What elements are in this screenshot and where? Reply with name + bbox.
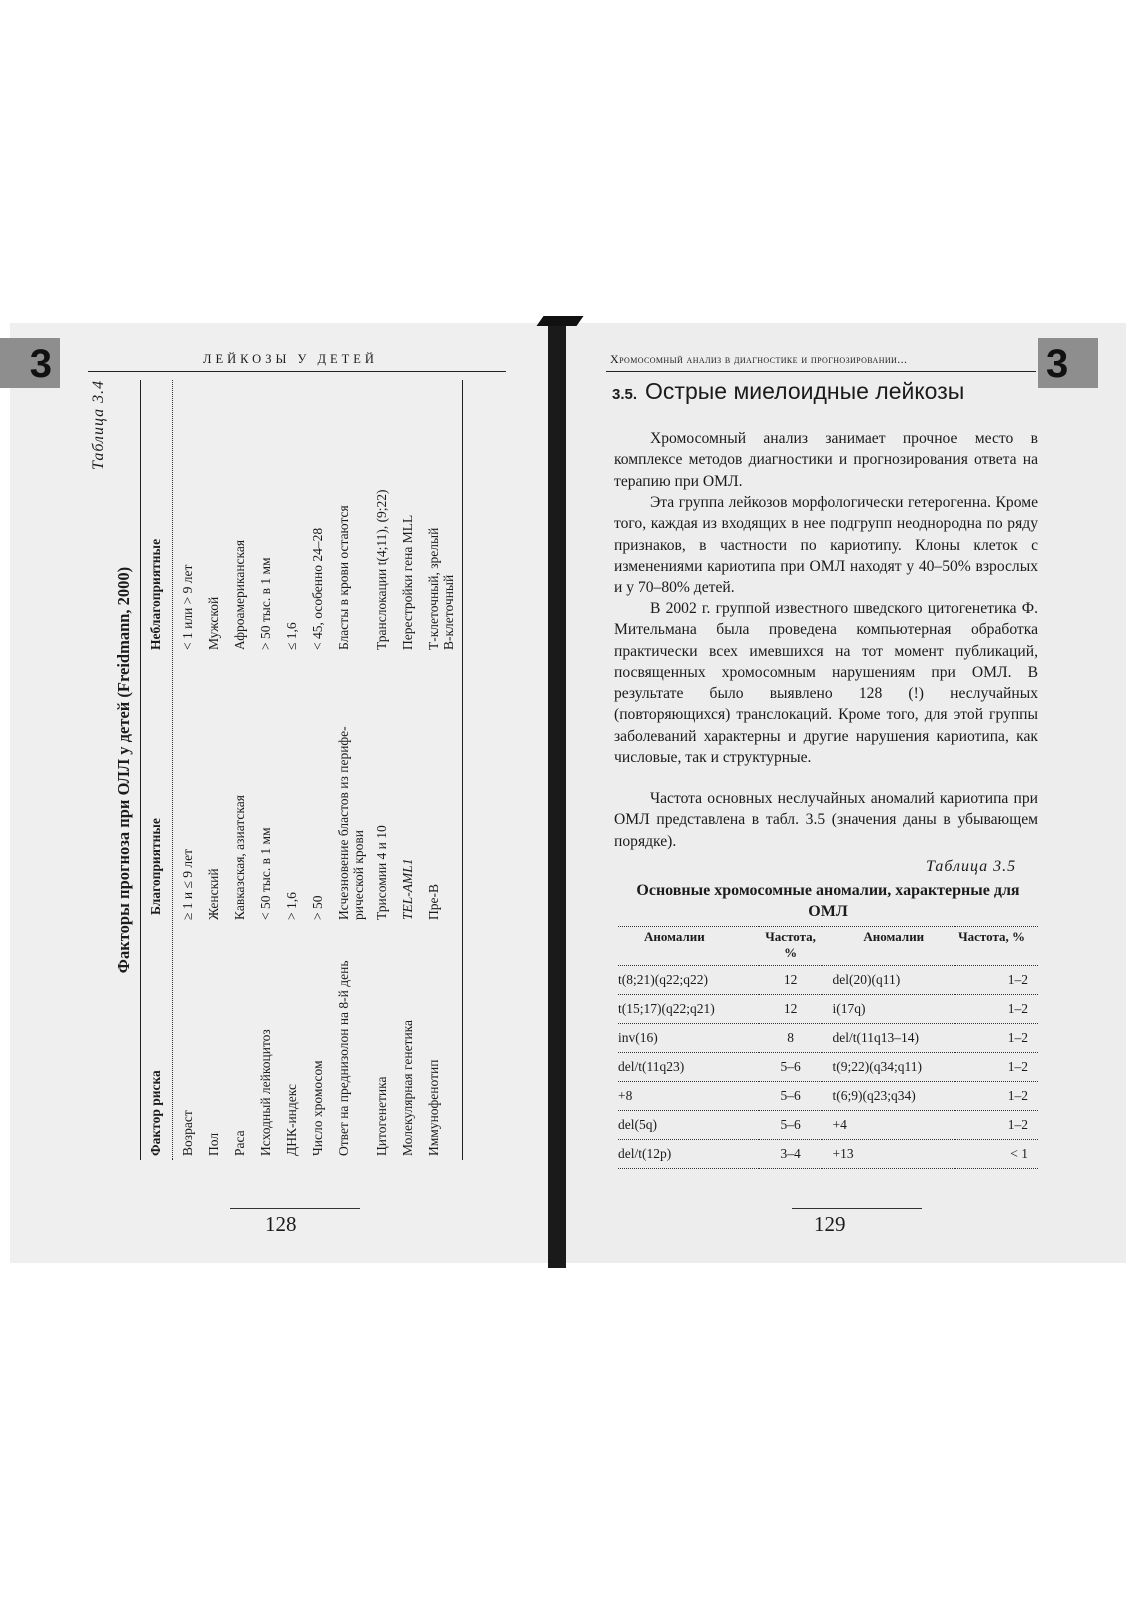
- cell-frequency-2: 1–2: [955, 1111, 1038, 1140]
- table-row: [618, 1111, 1038, 1140]
- table-cell-factor: Возраст: [180, 1110, 195, 1156]
- table-caption: Таблица 3.4: [90, 379, 107, 470]
- table-cell-unfavorable: Перестройки гена MLL: [400, 514, 415, 650]
- table-row: [618, 1053, 1038, 1082]
- paragraph-4: Частота основных неслучайных аномалий кариотипа при ОМЛ представлена в табл. 3.5 (значения даны в убывающем порядке).: [614, 790, 1038, 850]
- table-3-4: [90, 380, 510, 1160]
- table-cell-unfavorable: Афроамериканская: [232, 539, 247, 650]
- cell-frequency-2: < 1: [955, 1140, 1038, 1169]
- table-cell-unfavorable: Бласты в крови остаются: [336, 505, 351, 650]
- cell-anomaly-1: del(5q): [618, 1111, 759, 1140]
- section-title: [612, 378, 964, 405]
- table-cell-unfavorable: > 50 тыс. в 1 мм: [258, 557, 273, 650]
- chapter-tab-right: 3: [1038, 338, 1098, 388]
- table-cell-unfavorable: Т-клеточный, зрелый В-клеточный: [426, 527, 456, 650]
- cell-frequency-2: 1–2: [955, 1024, 1038, 1053]
- cell-frequency-1: 5–6: [759, 1111, 823, 1140]
- running-head-right: Хромосомный анализ в диагностике и прогнозировании...: [610, 352, 908, 366]
- book-spine: [548, 316, 566, 1268]
- cell-frequency-1: 3–4: [759, 1140, 823, 1169]
- cell-frequency-1: 12: [759, 966, 823, 995]
- table-cell-favorable: Пре-В: [426, 884, 441, 920]
- paragraph-3: В 2002 г. группой известного шведского цитогенетика Ф. Мительмана была проведена компьютерная обработка практически всех имевшихся на тот момент публикаций, посвященных хромосомным нарушениям при ОМЛ. В результате было выявлено 128 (!) неслучайных (повторяющихся) транслокаций. Кроме того, для этой группы заболеваний характерны и другие нарушения кариотипа, как числовые, так и структурные.: [614, 600, 1038, 767]
- cell-anomaly-2: +4: [822, 1111, 955, 1140]
- table-cell-unfavorable: Транслокации t(4;11), (9;22): [374, 489, 389, 650]
- cell-frequency-1: 5–6: [759, 1082, 823, 1111]
- col-frequency-1: Частота, %: [759, 927, 823, 966]
- cell-frequency-2: 1–2: [955, 1053, 1038, 1082]
- table-cell-factor: ДНК-индекс: [284, 1084, 299, 1156]
- table-row: [618, 966, 1038, 995]
- footer-rule-right: [792, 1208, 922, 1209]
- cell-anomaly-2: del(20)(q11): [822, 966, 955, 995]
- table-cell-factor: Ответ на преднизолон на 8-й день: [336, 960, 351, 1156]
- cell-frequency-2: 1–2: [955, 966, 1038, 995]
- running-head-left: ЛЕЙКОЗЫ У ДЕТЕЙ: [203, 352, 378, 366]
- table-cell-factor: Молекулярная генетика: [400, 1019, 415, 1156]
- header-favorable: Благоприятные: [148, 818, 163, 915]
- cell-anomaly-2: i(17q): [822, 995, 955, 1024]
- table-cell-favorable: < 50 тыс. в 1 мм: [258, 827, 273, 920]
- table-cell-favorable: > 1,6: [284, 892, 299, 920]
- table-cell-factor: Иммунофенотип: [426, 1059, 441, 1156]
- table-cell-factor: Число хромосом: [310, 1060, 325, 1156]
- table-cell-factor: Исходный лейкоцитоз: [258, 1029, 273, 1156]
- col-frequency-2: Частота, %: [955, 927, 1038, 966]
- header-unfavorable: Неблагоприятные: [148, 538, 163, 650]
- paragraph-2: Эта группа лейкозов морфологически гетерогенна. Кроме того, каждая из входящих в нее подгрупп неоднородна по ряду признаков, в частности по кариотипу. Клоны клеток с изменениями кариотипа при ОМЛ находят у 40–50% взрослых и у 70–80% детей.: [614, 494, 1038, 597]
- table-3-5: [618, 926, 1038, 1169]
- table-cell-favorable: Кавказская, азиатская: [232, 795, 247, 920]
- table-header-rule: [172, 380, 173, 1160]
- col-anomaly-1: Аномалии: [618, 927, 759, 966]
- footer-rule-left: [230, 1208, 360, 1209]
- table-cell-favorable: Женский: [206, 868, 221, 920]
- cell-frequency-1: 12: [759, 995, 823, 1024]
- book-spine-top: [536, 316, 583, 326]
- table-row: [618, 995, 1038, 1024]
- cell-anomaly-1: inv(16): [618, 1024, 759, 1053]
- table-cell-factor: Раса: [232, 1130, 247, 1156]
- cell-anomaly-1: +8: [618, 1082, 759, 1111]
- table-cell-favorable: > 50: [310, 895, 325, 920]
- cell-anomaly-2: t(9;22)(q34;q11): [822, 1053, 955, 1082]
- table-header-row: [618, 927, 1038, 966]
- cell-anomaly-2: t(6;9)(q23;q34): [822, 1082, 955, 1111]
- table-cell-favorable: TEL-AML1: [400, 858, 415, 920]
- table-bottom-rule: [462, 380, 463, 1160]
- cell-frequency-1: 8: [759, 1024, 823, 1053]
- col-anomaly-2: Аномалии: [822, 927, 955, 966]
- table-cell-favorable: Трисомии 4 и 10: [374, 825, 389, 920]
- table-cell-unfavorable: < 1 или > 9 лет: [180, 564, 195, 650]
- cell-anomaly-2: +13: [822, 1140, 955, 1169]
- cell-anomaly-1: t(15;17)(q22;q21): [618, 995, 759, 1024]
- table-cell-factor: Пол: [206, 1132, 221, 1156]
- table-row: [618, 1082, 1038, 1111]
- table-cell-unfavorable: < 45, особенно 24–28: [310, 527, 325, 650]
- cell-anomaly-1: del/t(11q23): [618, 1053, 759, 1082]
- table-3-5-title: Основные хромосомные аномалии, характерные для ОМЛ: [636, 882, 1020, 920]
- section-number: 3.5.: [612, 386, 638, 403]
- header-rule-left: [88, 371, 506, 372]
- table-cell-unfavorable: ≤ 1,6: [284, 622, 299, 650]
- cell-frequency-1: 5–6: [759, 1053, 823, 1082]
- header-factor: Фактор риска: [148, 1070, 163, 1156]
- page-number-left: 128: [265, 1212, 297, 1236]
- table-cell-factor: Цитогенетика: [374, 1076, 389, 1156]
- table-row: [618, 1140, 1038, 1169]
- table-cell-favorable: Исчезновение бластов из перифе- рической крови: [336, 726, 366, 920]
- table-cell-unfavorable: Мужской: [206, 596, 221, 650]
- cell-anomaly-2: del/t(11q13–14): [822, 1024, 955, 1053]
- table-cell-favorable: ≥ 1 и ≤ 9 лет: [180, 848, 195, 920]
- header-rule-right: [606, 371, 1036, 372]
- table-row: [618, 1024, 1038, 1053]
- paragraph-1: Хромосомный анализ занимает прочное место в комплексе методов диагностики и прогнозирования ответа на терапию при ОМЛ.: [614, 430, 1038, 490]
- table-3-5-body: [618, 966, 1038, 1169]
- cell-anomaly-1: t(8;21)(q22;q22): [618, 966, 759, 995]
- table-title: Факторы прогноза при ОЛЛ у детей (Freidmann, 2000): [114, 566, 133, 974]
- cell-anomaly-1: del/t(12p): [618, 1140, 759, 1169]
- table-3-5-caption: Таблица 3.5: [926, 858, 1017, 875]
- cell-frequency-2: 1–2: [955, 1082, 1038, 1111]
- section-heading: Острые миелоидные лейкозы: [645, 378, 965, 404]
- cell-frequency-2: 1–2: [955, 995, 1038, 1024]
- table-top-rule: [140, 380, 141, 1160]
- chapter-tab-left: 3: [0, 338, 60, 388]
- page-number-right: 129: [814, 1212, 846, 1236]
